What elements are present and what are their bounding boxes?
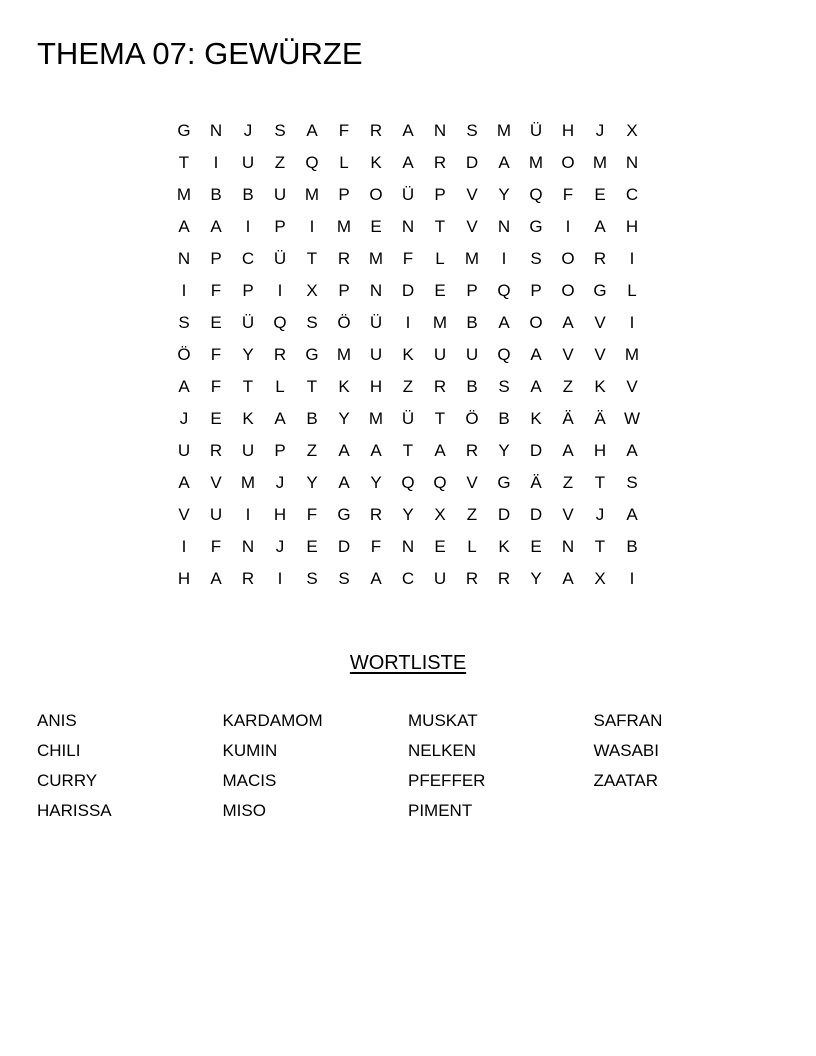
grid-cell: D bbox=[529, 505, 543, 524]
grid-cell: V bbox=[594, 313, 606, 332]
grid-cell: A bbox=[210, 569, 222, 588]
grid-cell: N bbox=[401, 217, 415, 236]
grid-cell: X bbox=[434, 505, 446, 524]
grid-row bbox=[168, 179, 648, 211]
grid-cell: T bbox=[306, 249, 318, 268]
grid-cell: L bbox=[467, 537, 477, 556]
grid-cell: U bbox=[273, 185, 287, 204]
wordlist-item: MUSKAT bbox=[408, 711, 478, 730]
grid-cell: M bbox=[624, 345, 640, 364]
wordlist-item: PFEFFER bbox=[408, 771, 486, 790]
grid-cell: I bbox=[181, 537, 187, 556]
grid-cell: S bbox=[530, 249, 542, 268]
grid-cell: B bbox=[466, 377, 478, 396]
grid-cell: A bbox=[274, 409, 286, 428]
grid-cell: U bbox=[177, 441, 191, 460]
grid-cell: Q bbox=[497, 345, 511, 364]
grid-cell: I bbox=[309, 217, 315, 236]
grid-cell: R bbox=[369, 505, 383, 524]
grid-cell: N bbox=[561, 537, 575, 556]
wordlist bbox=[37, 706, 779, 826]
grid-cell: M bbox=[368, 409, 384, 428]
grid-cell: P bbox=[274, 217, 286, 236]
grid-cell: G bbox=[177, 121, 191, 140]
wordlist-item: KUMIN bbox=[222, 741, 278, 760]
grid-cell: L bbox=[435, 249, 445, 268]
grid-cell: J bbox=[275, 537, 285, 556]
grid-row bbox=[168, 275, 648, 307]
grid-cell: A bbox=[178, 377, 190, 396]
grid-cell: Q bbox=[529, 185, 543, 204]
grid-cell: A bbox=[530, 377, 542, 396]
grid-cell: E bbox=[306, 537, 318, 556]
grid-cell: R bbox=[497, 569, 511, 588]
grid-cell: S bbox=[306, 313, 318, 332]
grid-cell: Z bbox=[274, 153, 286, 172]
grid-cell: I bbox=[277, 569, 283, 588]
grid-row bbox=[168, 531, 648, 563]
wordlist-item: MISO bbox=[222, 801, 266, 820]
grid-cell: P bbox=[434, 185, 446, 204]
grid-cell: H bbox=[625, 217, 639, 236]
grid-cell: I bbox=[501, 249, 507, 268]
grid-cell: Y bbox=[402, 505, 414, 524]
grid-cell: Ö bbox=[465, 409, 479, 428]
grid-cell: L bbox=[627, 281, 637, 300]
grid-cell: M bbox=[176, 185, 192, 204]
grid-row bbox=[168, 563, 648, 595]
grid-cell: K bbox=[370, 153, 382, 172]
grid-cell: V bbox=[562, 505, 574, 524]
grid-cell: N bbox=[241, 537, 255, 556]
grid-cell: O bbox=[561, 249, 575, 268]
grid-cell: Q bbox=[497, 281, 511, 300]
grid-cell: Ü bbox=[273, 249, 287, 268]
grid-cell: B bbox=[498, 409, 510, 428]
grid-cell: A bbox=[338, 473, 350, 492]
grid-cell: U bbox=[209, 505, 223, 524]
grid-cell: V bbox=[210, 473, 222, 492]
grid-cell: S bbox=[306, 569, 318, 588]
grid-cell: T bbox=[306, 377, 318, 396]
grid-cell: E bbox=[594, 185, 606, 204]
grid-cell: Q bbox=[401, 473, 415, 492]
grid-cell: R bbox=[465, 569, 479, 588]
grid-cell: C bbox=[241, 249, 255, 268]
grid-cell: M bbox=[240, 473, 256, 492]
grid-cell: X bbox=[626, 121, 638, 140]
grid-cell: T bbox=[242, 377, 254, 396]
grid-cell: I bbox=[629, 569, 635, 588]
grid-cell: E bbox=[434, 281, 446, 300]
grid-cell: A bbox=[370, 569, 382, 588]
grid-cell: N bbox=[369, 281, 383, 300]
grid-cell: A bbox=[498, 153, 510, 172]
grid-cell: V bbox=[178, 505, 190, 524]
wordlist-item: WASABI bbox=[593, 741, 659, 760]
grid-cell: A bbox=[210, 217, 222, 236]
grid-cell: A bbox=[562, 313, 574, 332]
grid-cell: N bbox=[209, 121, 223, 140]
grid-cell: G bbox=[305, 345, 319, 364]
grid-cell: U bbox=[433, 345, 447, 364]
wordlist-item: ANIS bbox=[37, 711, 77, 730]
grid-cell: F bbox=[210, 537, 222, 556]
grid-cell: Y bbox=[306, 473, 318, 492]
grid-cell: V bbox=[626, 377, 638, 396]
grid-cell: I bbox=[245, 217, 251, 236]
grid-cell: Ü bbox=[369, 313, 383, 332]
grid-cell: A bbox=[178, 217, 190, 236]
grid-cell: T bbox=[594, 537, 606, 556]
grid-cell: H bbox=[593, 441, 607, 460]
grid-cell: F bbox=[338, 121, 350, 140]
grid-cell: B bbox=[626, 537, 638, 556]
grid-cell: L bbox=[339, 153, 349, 172]
grid-row bbox=[168, 307, 648, 339]
grid-cell: A bbox=[434, 441, 446, 460]
grid-cell: Y bbox=[370, 473, 382, 492]
grid-row bbox=[168, 211, 648, 243]
grid-cell: Q bbox=[433, 473, 447, 492]
grid-cell: B bbox=[466, 313, 478, 332]
grid-cell: O bbox=[561, 281, 575, 300]
grid-cell: Y bbox=[498, 441, 510, 460]
page-title: THEMA 07: GEWÜRZE bbox=[37, 36, 363, 71]
grid-cell: M bbox=[336, 345, 352, 364]
grid-cell: A bbox=[402, 121, 414, 140]
grid-cell: G bbox=[593, 281, 607, 300]
grid-cell: A bbox=[498, 313, 510, 332]
grid-cell: U bbox=[369, 345, 383, 364]
grid-cell: Y bbox=[242, 345, 254, 364]
grid-cell: C bbox=[401, 569, 415, 588]
grid-cell: W bbox=[623, 409, 641, 428]
grid-cell: T bbox=[402, 441, 414, 460]
grid-cell: Y bbox=[498, 185, 510, 204]
grid-cell: D bbox=[337, 537, 351, 556]
grid-cell: R bbox=[337, 249, 351, 268]
grid-cell: H bbox=[369, 377, 383, 396]
wordlist-item: HARISSA bbox=[37, 801, 112, 820]
wordlist-item: CURRY bbox=[37, 771, 98, 790]
grid-cell: D bbox=[401, 281, 415, 300]
grid-cell: S bbox=[178, 313, 190, 332]
wordlist-item: CHILI bbox=[37, 741, 81, 760]
grid-cell: V bbox=[594, 345, 606, 364]
grid-cell: Q bbox=[273, 313, 287, 332]
grid-cell: F bbox=[210, 281, 222, 300]
grid-cell: E bbox=[530, 537, 542, 556]
grid-cell: N bbox=[177, 249, 191, 268]
grid-cell: M bbox=[528, 153, 544, 172]
grid-cell: Ö bbox=[177, 345, 191, 364]
grid-cell: A bbox=[530, 345, 542, 364]
grid-cell: I bbox=[565, 217, 571, 236]
grid-cell: Ä bbox=[594, 409, 606, 428]
grid-cell: R bbox=[433, 377, 447, 396]
grid-cell: X bbox=[306, 281, 318, 300]
grid-cell: R bbox=[433, 153, 447, 172]
grid-row bbox=[168, 467, 648, 499]
grid-cell: B bbox=[242, 185, 254, 204]
grid-cell: Ä bbox=[562, 409, 574, 428]
grid-cell: B bbox=[210, 185, 222, 204]
grid-cell: H bbox=[561, 121, 575, 140]
grid-cell: Ü bbox=[529, 121, 543, 140]
grid-cell: J bbox=[179, 409, 189, 428]
wordlist-item: KARDAMOM bbox=[222, 711, 323, 730]
grid-cell: R bbox=[241, 569, 255, 588]
grid-cell: H bbox=[273, 505, 287, 524]
grid-cell: V bbox=[562, 345, 574, 364]
grid-cell: T bbox=[178, 153, 190, 172]
grid-cell: M bbox=[336, 217, 352, 236]
grid-cell: N bbox=[401, 537, 415, 556]
grid-cell: S bbox=[466, 121, 478, 140]
grid-cell: Ü bbox=[401, 185, 415, 204]
grid-cell: Ü bbox=[241, 313, 255, 332]
grid-cell: J bbox=[595, 505, 605, 524]
grid-cell: X bbox=[594, 569, 606, 588]
grid-cell: V bbox=[466, 473, 478, 492]
grid-cell: Q bbox=[305, 153, 319, 172]
grid-cell: K bbox=[498, 537, 510, 556]
grid-cell: K bbox=[242, 409, 254, 428]
grid-cell: J bbox=[243, 121, 253, 140]
grid-cell: Z bbox=[306, 441, 318, 460]
grid-cell: M bbox=[304, 185, 320, 204]
grid-cell: U bbox=[241, 153, 255, 172]
grid-cell: D bbox=[497, 505, 511, 524]
grid-cell: A bbox=[562, 441, 574, 460]
grid-cell: I bbox=[629, 249, 635, 268]
grid-cell: R bbox=[369, 121, 383, 140]
grid-cell: O bbox=[561, 153, 575, 172]
grid-cell: P bbox=[274, 441, 286, 460]
grid-cell: E bbox=[370, 217, 382, 236]
wordlist-item: MACIS bbox=[222, 771, 277, 790]
grid-cell: D bbox=[529, 441, 543, 460]
wordlist-item: ZAATAR bbox=[593, 771, 659, 790]
grid-cell: Z bbox=[562, 473, 574, 492]
grid-cell: R bbox=[465, 441, 479, 460]
grid-cell: P bbox=[530, 281, 542, 300]
grid-cell: G bbox=[529, 217, 543, 236]
grid-cell: S bbox=[498, 377, 510, 396]
grid-cell: P bbox=[210, 249, 222, 268]
grid-cell: E bbox=[210, 409, 222, 428]
grid-cell: Z bbox=[466, 505, 478, 524]
grid-row bbox=[168, 499, 648, 531]
grid-cell: I bbox=[213, 153, 219, 172]
grid-cell: N bbox=[625, 153, 639, 172]
grid-cell: A bbox=[370, 441, 382, 460]
grid-cell: Ä bbox=[530, 473, 542, 492]
grid-cell: Y bbox=[338, 409, 350, 428]
wordlist-heading: WORTLISTE bbox=[349, 652, 467, 674]
grid-cell: S bbox=[626, 473, 638, 492]
grid-cell: M bbox=[496, 121, 512, 140]
grid-cell: I bbox=[245, 505, 251, 524]
grid-row bbox=[168, 243, 648, 275]
grid-cell: D bbox=[465, 153, 479, 172]
grid-cell: J bbox=[595, 121, 605, 140]
grid-cell: G bbox=[497, 473, 511, 492]
grid-cell: Ö bbox=[337, 313, 351, 332]
grid-cell: T bbox=[434, 217, 446, 236]
grid-cell: V bbox=[466, 185, 478, 204]
grid-cell: L bbox=[275, 377, 285, 396]
grid-cell: I bbox=[181, 281, 187, 300]
grid-cell: N bbox=[497, 217, 511, 236]
grid-cell: O bbox=[529, 313, 543, 332]
grid-cell: F bbox=[306, 505, 318, 524]
grid-cell: E bbox=[210, 313, 222, 332]
grid-row bbox=[168, 371, 648, 403]
grid-cell: U bbox=[241, 441, 255, 460]
grid-cell: E bbox=[434, 537, 446, 556]
grid-cell: Z bbox=[402, 377, 414, 396]
grid-cell: U bbox=[465, 345, 479, 364]
grid-cell: A bbox=[562, 569, 574, 588]
grid-cell: U bbox=[433, 569, 447, 588]
grid-cell: H bbox=[177, 569, 191, 588]
grid-cell: M bbox=[432, 313, 448, 332]
grid-cell: P bbox=[338, 281, 350, 300]
grid-row bbox=[168, 403, 648, 435]
grid-cell: K bbox=[402, 345, 414, 364]
grid-cell: V bbox=[466, 217, 478, 236]
grid-cell: T bbox=[594, 473, 606, 492]
grid-cell: A bbox=[306, 121, 318, 140]
grid-cell: F bbox=[402, 249, 414, 268]
grid-cell: B bbox=[306, 409, 318, 428]
grid-cell: G bbox=[337, 505, 351, 524]
grid-cell: I bbox=[629, 313, 635, 332]
letter-grid bbox=[168, 115, 648, 595]
grid-cell: O bbox=[369, 185, 383, 204]
grid-row bbox=[168, 339, 648, 371]
grid-cell: N bbox=[433, 121, 447, 140]
grid-cell: P bbox=[338, 185, 350, 204]
wordlist-item: SAFRAN bbox=[593, 711, 663, 730]
grid-cell: K bbox=[594, 377, 606, 396]
grid-cell: T bbox=[434, 409, 446, 428]
wordlist-item: NELKEN bbox=[408, 741, 477, 760]
grid-cell: R bbox=[273, 345, 287, 364]
grid-row bbox=[168, 435, 648, 467]
grid-cell: Y bbox=[530, 569, 542, 588]
grid-cell: F bbox=[370, 537, 382, 556]
grid-cell: A bbox=[594, 217, 606, 236]
grid-cell: M bbox=[368, 249, 384, 268]
grid-cell: F bbox=[210, 377, 222, 396]
grid-cell: A bbox=[178, 473, 190, 492]
grid-cell: Ü bbox=[401, 409, 415, 428]
grid-cell: R bbox=[209, 441, 223, 460]
grid-cell: I bbox=[405, 313, 411, 332]
grid-row bbox=[168, 147, 648, 179]
grid-cell: C bbox=[625, 185, 639, 204]
grid-cell: P bbox=[242, 281, 254, 300]
grid-cell: M bbox=[592, 153, 608, 172]
grid-cell: Z bbox=[562, 377, 574, 396]
grid-cell: A bbox=[402, 153, 414, 172]
grid-cell: I bbox=[277, 281, 283, 300]
grid-cell: K bbox=[530, 409, 542, 428]
grid-cell: M bbox=[464, 249, 480, 268]
grid-cell: A bbox=[626, 441, 638, 460]
grid-cell: K bbox=[338, 377, 350, 396]
grid-cell: F bbox=[562, 185, 574, 204]
grid-row bbox=[168, 115, 648, 147]
grid-cell: J bbox=[275, 473, 285, 492]
grid-cell: S bbox=[274, 121, 286, 140]
grid-cell: P bbox=[466, 281, 478, 300]
wordlist-item: PIMENT bbox=[408, 801, 473, 820]
grid-cell: R bbox=[593, 249, 607, 268]
grid-cell: A bbox=[338, 441, 350, 460]
grid-cell: S bbox=[338, 569, 350, 588]
grid-cell: F bbox=[210, 345, 222, 364]
grid-cell: A bbox=[626, 505, 638, 524]
